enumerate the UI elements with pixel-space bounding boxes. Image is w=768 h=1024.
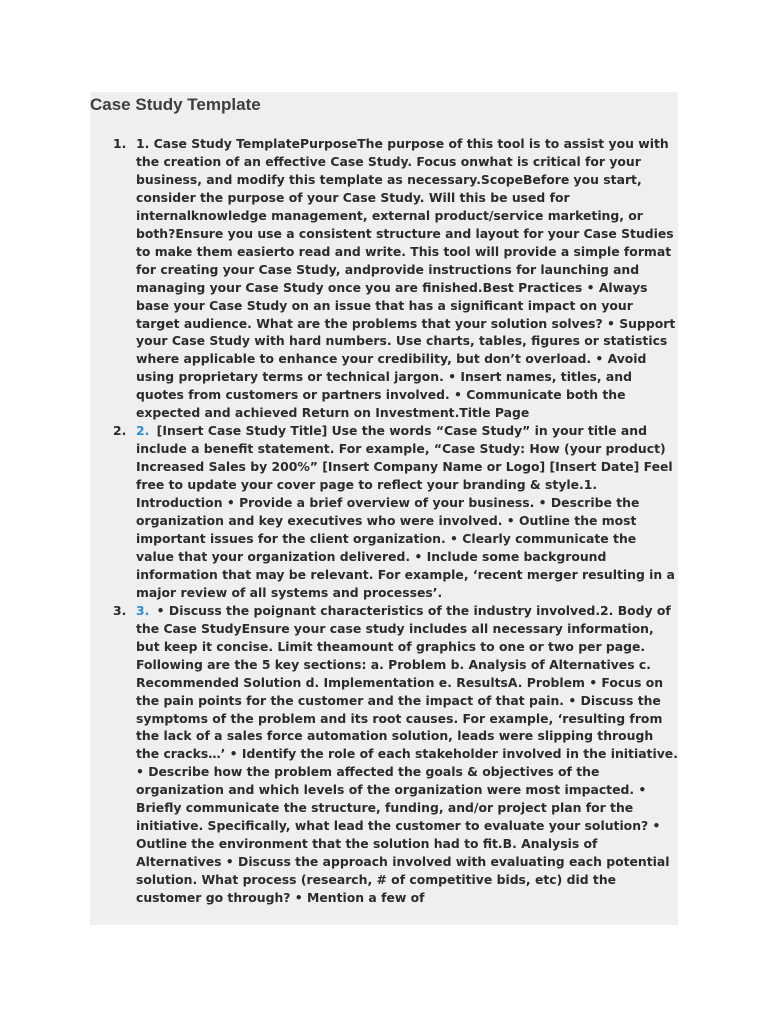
list-item-number: 2. xyxy=(113,423,127,439)
document-list xyxy=(90,135,678,907)
list-item xyxy=(90,135,678,422)
document-content xyxy=(90,92,678,925)
list-item-number: 1. xyxy=(113,136,127,151)
list-item-number: 3. xyxy=(113,602,127,618)
list-item xyxy=(90,602,678,907)
list-item-text: [Insert Case Study Title] Use the words “Case Study” in your title and include a benefit statement. For example, “Case Study: How (your product) Increased Sales by 200%” [Insert Company Name or Logo] [Insert Date] Feel free to update your cover page to reflect your branding & style.1. Introduction • Provide a brief overview of your business. • Describe the organization and key executives who were involved. • Outline the most important issues for the client organization. • Clearly communicate the value that your organization delivered. • Include some background information that may be relevant. For example, ‘recent merger resulting in a major review of all systems and processes’. xyxy=(136,423,675,600)
list-item-text: 1. Case Study TemplatePurposeThe purpose of this tool is to assist you with the creation of an effective Case Study. Focus onwhat is critical for your business, and modify this template as necessary.ScopeBefore you start, consider the purpose of your Case Study. Will this be used for internalknowledge management, external product/service marketing, or both?Ensure you use a consistent structure and layout for your Case Studies to make them easierto read and write. This tool will provide a simple format for creating your Case Study, andprovide instructions for launching and managing your Case Study once you are finished.Best Practices • Always base your Case Study on an issue that has a significant impact on your target audience. What are the problems that your solution solves? • Support your Case Study with hard numbers. Use charts, tables, figures or statistics where applicable to enhance your credibility, but don’t overload. • Avoid using proprietary terms or technical jargon. • Insert names, titles, and quotes from customers or partners involved. • Communicate both the expected and achieved Return on Investment.Title Page xyxy=(136,136,676,421)
page-link[interactable]: 3. xyxy=(136,602,150,618)
page-link[interactable]: 2. xyxy=(136,423,150,439)
list-item-text: • Discuss the poignant characteristics of the industry involved.2. Body of the Case StudyEnsure your case study includes all necessary information, but keep it concise. Limit theamount of graphics to one or two per page. Following are the 5 key sections: a. Problem b. Analysis of Alternatives c. Recommended Solution d. Implementation e. ResultsA. Problem • Focus on the pain points for the customer and the impact of that pain. • Discuss the symptoms of the problem and its root causes. For example, ‘resulting from the lack of a sales force automation solution, leads were slipping through the cracks…’ • Identify the role of each stakeholder involved in the initiative. • Describe how the problem affected the goals & objectives of the organization and which levels of the organization were most impacted. • Briefly communicate the structure, funding, and/or project plan for the initiative. Specifically, what lead the customer to evaluate your solution? • Outline the environment that the solution had to fit.B. Analysis of Alternatives • Discuss the approach involved with evaluating each potential solution. What process (research, # of competitive bids, etc) did the customer go through? • Mention a few of xyxy=(136,602,678,906)
list-item xyxy=(90,422,678,602)
document-title: Case Study Template xyxy=(90,95,261,114)
